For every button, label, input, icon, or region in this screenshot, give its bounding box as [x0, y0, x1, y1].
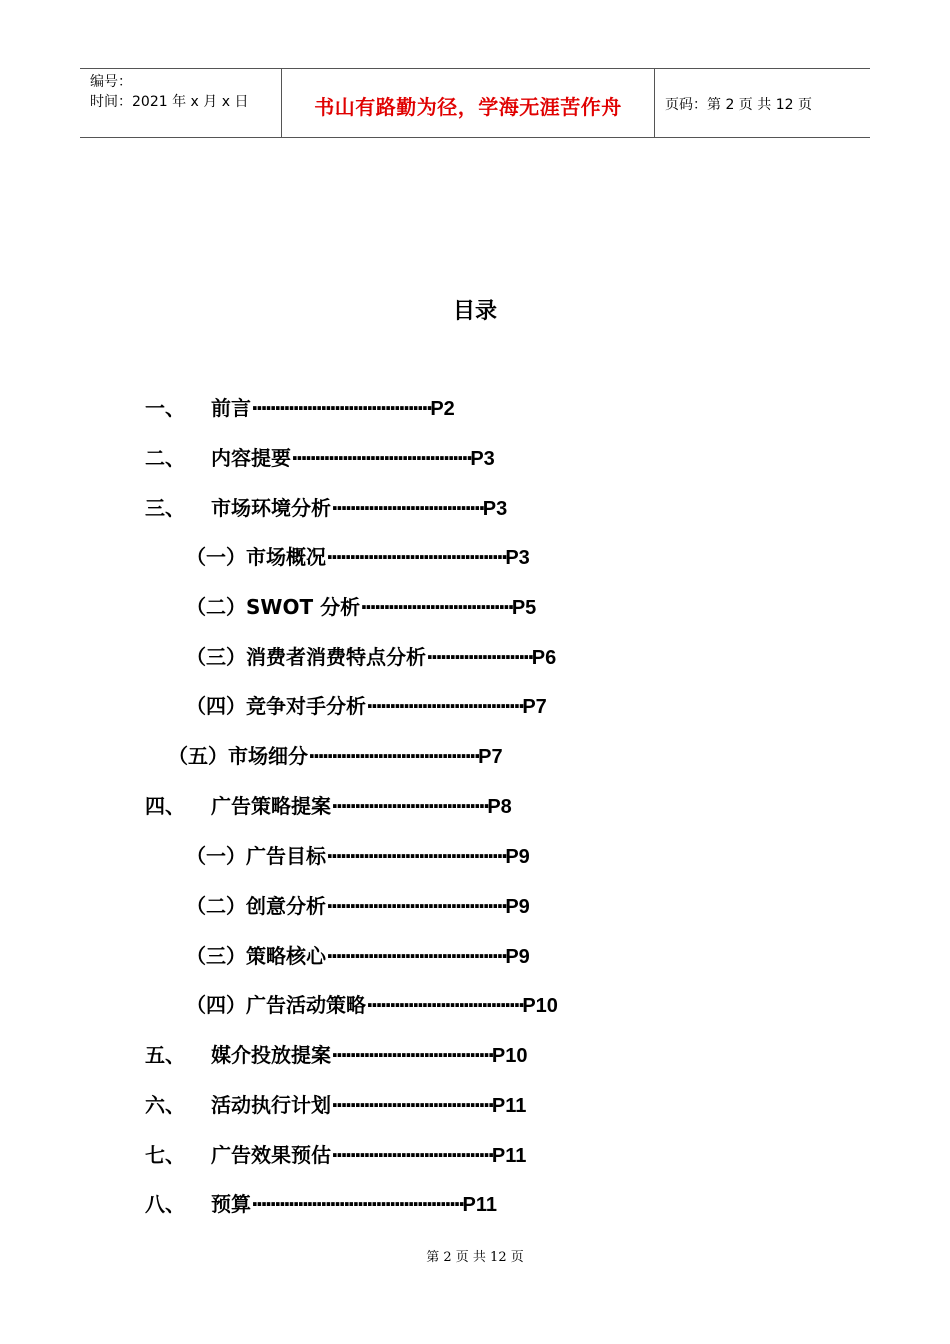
toc-entry-label: （一）市场概况 [186, 545, 326, 569]
toc-entry-label: （三）消费者消费特点分析 [186, 645, 426, 669]
toc-entry [186, 692, 547, 721]
toc-entry [145, 494, 507, 523]
header-motto-cell [282, 69, 655, 137]
header-page-info: 页码：第 2 页 共 12 页 [665, 97, 812, 113]
toc-entry-page: P10 [522, 995, 558, 1017]
toc-entry-leader-dots: ······················· [426, 645, 532, 669]
toc-entry-label: 内容提要 [211, 446, 291, 470]
toc-entry-label: 广告策略提案 [211, 794, 331, 818]
toc-entry-leader-dots: ··································· [331, 1093, 492, 1117]
toc-entry-leader-dots: ······································· [326, 894, 506, 918]
toc-entry-label: （三）策略核心 [186, 944, 326, 968]
toc-entry-page: P6 [531, 647, 557, 669]
toc-entry-number: 五、 [145, 1043, 185, 1067]
toc-entry [186, 643, 556, 672]
toc-entry-label: 市场环境分析 [211, 496, 331, 520]
toc-entry-label: （四）竞争对手分析 [186, 694, 366, 718]
toc-entry-leader-dots: ······································· [326, 545, 506, 569]
header-motto: 书山有路勤为径，学海无涯苦作舟 [314, 95, 622, 119]
toc-entry [145, 1091, 526, 1120]
toc-entry-label: 预算 [211, 1192, 251, 1216]
toc-entry-label: （一）广告目标 [186, 844, 326, 868]
toc-entry-page: P8 [487, 796, 512, 818]
toc-entry-leader-dots: ··································· [331, 1043, 492, 1067]
toc-entry-page: P3 [505, 547, 530, 569]
toc-entry-page: P11 [462, 1194, 497, 1216]
toc-entry-number: 八、 [145, 1192, 185, 1216]
toc-entry-leader-dots: ·································· [331, 794, 488, 818]
toc-entry-page: P5 [511, 597, 537, 619]
document-number-label: 编号： [90, 74, 132, 90]
toc-entry-number: 七、 [145, 1143, 185, 1167]
toc-entry [145, 1041, 528, 1070]
toc-entry-page: P7 [478, 746, 503, 768]
toc-entry [186, 593, 536, 622]
toc-entry [186, 991, 558, 1020]
toc-entry-page: P9 [505, 846, 530, 868]
toc-entry [145, 394, 455, 423]
toc-entry-leader-dots: ································· [331, 496, 483, 520]
header-page-cell [655, 69, 870, 137]
toc-entry-page: P11 [491, 1145, 527, 1167]
toc-entry-leader-dots: ······································· [291, 446, 471, 470]
toc-entry-page: P9 [505, 896, 530, 918]
toc-entry [168, 742, 503, 771]
toc-entry-label: （四）广告活动策略 [186, 993, 366, 1017]
header-meta-cell [80, 69, 282, 137]
toc-entry [145, 1190, 497, 1219]
toc-entry-label: 活动执行计划 [211, 1093, 331, 1117]
toc-entry-label: （五）市场细分 [168, 744, 308, 768]
toc-title: 目录 [452, 299, 497, 324]
toc-entry-leader-dots: ······································· [251, 396, 431, 420]
toc-entry-page: P3 [470, 448, 495, 470]
toc-entry-number: 二、 [145, 446, 185, 470]
toc-entry-number: 三、 [145, 496, 185, 520]
toc-entry-leader-dots: ······································· [326, 944, 506, 968]
toc-entry-page: P2 [430, 398, 455, 420]
page-footer: 第 2 页 共 12 页 [426, 1250, 524, 1265]
toc-entry-page: P11 [491, 1095, 527, 1117]
toc-entry-label: 媒介投放提案 [211, 1043, 331, 1067]
toc-entry-label: （二）SWOT 分析 [186, 595, 361, 619]
toc-entry-leader-dots: ······································· [326, 844, 506, 868]
toc-entry-page: P7 [522, 696, 547, 718]
toc-entry-leader-dots: ····································· [308, 744, 479, 768]
toc-entry-leader-dots: ·································· [366, 694, 523, 718]
toc-entry-label: 广告效果预估 [211, 1143, 331, 1167]
toc-entry [186, 892, 530, 921]
page-header [80, 68, 870, 138]
toc-entry [145, 444, 495, 473]
toc-entry [186, 842, 530, 871]
toc-entry-leader-dots: ·································· [366, 993, 523, 1017]
toc-entry-leader-dots: ·············································· [251, 1192, 463, 1216]
toc-entry-label: 前言 [211, 396, 251, 420]
toc-entry-page: P9 [505, 946, 530, 968]
toc-entry-number: 一、 [145, 396, 185, 420]
toc-entry-number: 四、 [145, 794, 185, 818]
toc-entry [145, 1141, 526, 1170]
toc-entry-page: P3 [482, 498, 508, 520]
toc-entry [186, 942, 530, 971]
toc-entry-page: P10 [491, 1045, 528, 1067]
toc-entry [145, 792, 512, 821]
toc-entry-label: （二）创意分析 [186, 894, 326, 918]
toc-entry-number: 六、 [145, 1093, 185, 1117]
toc-entry-leader-dots: ································· [360, 595, 512, 619]
toc-entry-leader-dots: ··································· [331, 1143, 492, 1167]
toc-entry [186, 543, 530, 572]
document-time-label: 时间：2021 年 x 月 x 日 [90, 94, 249, 110]
